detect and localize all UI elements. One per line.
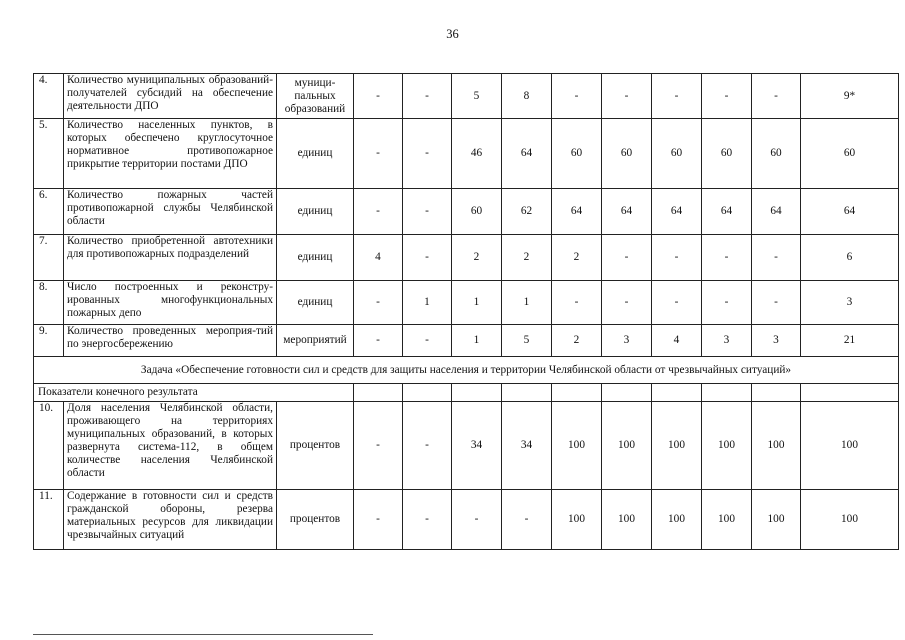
value-cell: -	[354, 74, 403, 119]
empty-cell	[502, 384, 552, 402]
value-cell: -	[702, 281, 752, 325]
indicator-header: Показатели конечного результата	[34, 384, 354, 402]
value-cell: 64	[652, 189, 702, 235]
value-cell: -	[403, 490, 452, 550]
value-cell: 2	[452, 235, 502, 281]
value-cell: -	[752, 281, 801, 325]
total-cell: 64	[801, 189, 899, 235]
value-cell: 1	[502, 281, 552, 325]
empty-cell	[602, 384, 652, 402]
value-cell: -	[552, 281, 602, 325]
value-cell: -	[452, 490, 502, 550]
value-cell: 100	[552, 490, 602, 550]
value-cell: 60	[652, 119, 702, 189]
row-number: 4.	[34, 74, 64, 119]
value-cell: -	[652, 281, 702, 325]
table-row	[34, 490, 899, 550]
value-cell: 5	[502, 325, 552, 357]
unit-cell: муници-пальных образований	[277, 74, 354, 119]
indicator-header-row	[34, 384, 899, 402]
value-cell: 100	[652, 490, 702, 550]
row-number: 9.	[34, 325, 64, 357]
value-cell: 8	[502, 74, 552, 119]
value-cell: 1	[452, 325, 502, 357]
section-block	[34, 357, 899, 402]
value-cell: -	[354, 490, 403, 550]
indicator-name: Количество приобретенной автотехники для противопожарных подразделений	[64, 235, 277, 281]
section-row	[34, 357, 899, 384]
value-cell: -	[602, 74, 652, 119]
empty-cell	[403, 384, 452, 402]
total-cell: 6	[801, 235, 899, 281]
page-number: 36	[446, 27, 459, 41]
table-row	[34, 119, 899, 189]
value-cell: 5	[452, 74, 502, 119]
value-cell: -	[354, 189, 403, 235]
value-cell: 100	[602, 490, 652, 550]
total-cell: 100	[801, 402, 899, 490]
value-cell: -	[602, 281, 652, 325]
value-cell: 100	[702, 402, 752, 490]
unit-cell: единиц	[277, 189, 354, 235]
row-number: 11.	[34, 490, 64, 550]
value-cell: 64	[502, 119, 552, 189]
value-cell: 100	[652, 402, 702, 490]
unit-cell: единиц	[277, 119, 354, 189]
indicator-name: Число построенных и реконстру-ированных многофункциональных пожарных депо	[64, 281, 277, 325]
row-number: 7.	[34, 235, 64, 281]
value-cell: -	[552, 74, 602, 119]
value-cell: -	[354, 402, 403, 490]
value-cell: -	[354, 119, 403, 189]
table-row	[34, 281, 899, 325]
table-row	[34, 74, 899, 119]
unit-cell: процентов	[277, 402, 354, 490]
value-cell: -	[403, 402, 452, 490]
table-body-bottom	[34, 402, 899, 550]
unit-cell: единиц	[277, 281, 354, 325]
value-cell: 62	[502, 189, 552, 235]
value-cell: 60	[552, 119, 602, 189]
value-cell: 60	[752, 119, 801, 189]
value-cell: 2	[552, 235, 602, 281]
empty-cell	[452, 384, 502, 402]
value-cell: 4	[652, 325, 702, 357]
footer-divider	[33, 634, 373, 635]
section-title: Задача «Обеспечение готовности сил и средств для защиты населения и территории Челябинской области от чрезвычайных ситуаций»	[34, 357, 899, 384]
value-cell: 1	[452, 281, 502, 325]
value-cell: 46	[452, 119, 502, 189]
total-cell: 9*	[801, 74, 899, 119]
row-number: 6.	[34, 189, 64, 235]
value-cell: -	[702, 235, 752, 281]
value-cell: 64	[602, 189, 652, 235]
value-cell: 60	[702, 119, 752, 189]
value-cell: -	[752, 235, 801, 281]
value-cell: -	[403, 235, 452, 281]
value-cell: 100	[702, 490, 752, 550]
indicator-name: Количество населенных пунктов, в которых обеспечено круглосуточное нормативное противопожарное прикрытие территории постами ДПО	[64, 119, 277, 189]
value-cell: -	[602, 235, 652, 281]
indicator-name: Доля населения Челябинской области, проживающего на территориях муниципальных образований, в которых развернута система-112, в общем количестве населения Челябинской области	[64, 402, 277, 490]
table-row	[34, 189, 899, 235]
value-cell: 60	[452, 189, 502, 235]
value-cell: -	[652, 235, 702, 281]
value-cell: -	[502, 490, 552, 550]
value-cell: 64	[552, 189, 602, 235]
value-cell: 34	[452, 402, 502, 490]
value-cell: -	[403, 74, 452, 119]
value-cell: -	[652, 74, 702, 119]
table-row	[34, 325, 899, 357]
empty-cell	[652, 384, 702, 402]
empty-cell	[552, 384, 602, 402]
value-cell: 60	[602, 119, 652, 189]
value-cell: -	[354, 325, 403, 357]
total-cell: 60	[801, 119, 899, 189]
indicator-name: Содержание в готовности сил и средств гражданской обороны, резерва материальных ресурсов для ликвидации чрезвычайных ситуаций	[64, 490, 277, 550]
table-row	[34, 402, 899, 490]
total-cell: 3	[801, 281, 899, 325]
table-row	[34, 235, 899, 281]
value-cell: -	[752, 74, 801, 119]
value-cell: 64	[752, 189, 801, 235]
value-cell: 2	[502, 235, 552, 281]
table-body-top	[34, 74, 899, 357]
value-cell: -	[702, 74, 752, 119]
total-cell: 21	[801, 325, 899, 357]
empty-cell	[702, 384, 752, 402]
empty-cell	[354, 384, 403, 402]
value-cell: -	[354, 281, 403, 325]
indicator-name: Количество муниципальных образований-получателей субсидий на обеспечение деятельности ДПО	[64, 74, 277, 119]
value-cell: 100	[752, 490, 801, 550]
value-cell: -	[403, 325, 452, 357]
empty-cell	[752, 384, 801, 402]
value-cell: 2	[552, 325, 602, 357]
indicator-name: Количество пожарных частей противопожарной службы Челябинской области	[64, 189, 277, 235]
value-cell: 100	[552, 402, 602, 490]
value-cell: 3	[702, 325, 752, 357]
value-cell: 1	[403, 281, 452, 325]
row-number: 8.	[34, 281, 64, 325]
value-cell: -	[403, 189, 452, 235]
value-cell: 3	[602, 325, 652, 357]
value-cell: -	[403, 119, 452, 189]
value-cell: 4	[354, 235, 403, 281]
unit-cell: единиц	[277, 235, 354, 281]
indicators-table	[33, 73, 899, 550]
unit-cell: мероприятий	[277, 325, 354, 357]
indicator-name: Количество проведенных мероприя-тий по энергосбережению	[64, 325, 277, 357]
row-number: 5.	[34, 119, 64, 189]
value-cell: 100	[752, 402, 801, 490]
value-cell: 3	[752, 325, 801, 357]
total-cell: 100	[801, 490, 899, 550]
value-cell: 34	[502, 402, 552, 490]
row-number: 10.	[34, 402, 64, 490]
value-cell: 64	[702, 189, 752, 235]
value-cell: 100	[602, 402, 652, 490]
unit-cell: процентов	[277, 490, 354, 550]
empty-cell	[801, 384, 899, 402]
